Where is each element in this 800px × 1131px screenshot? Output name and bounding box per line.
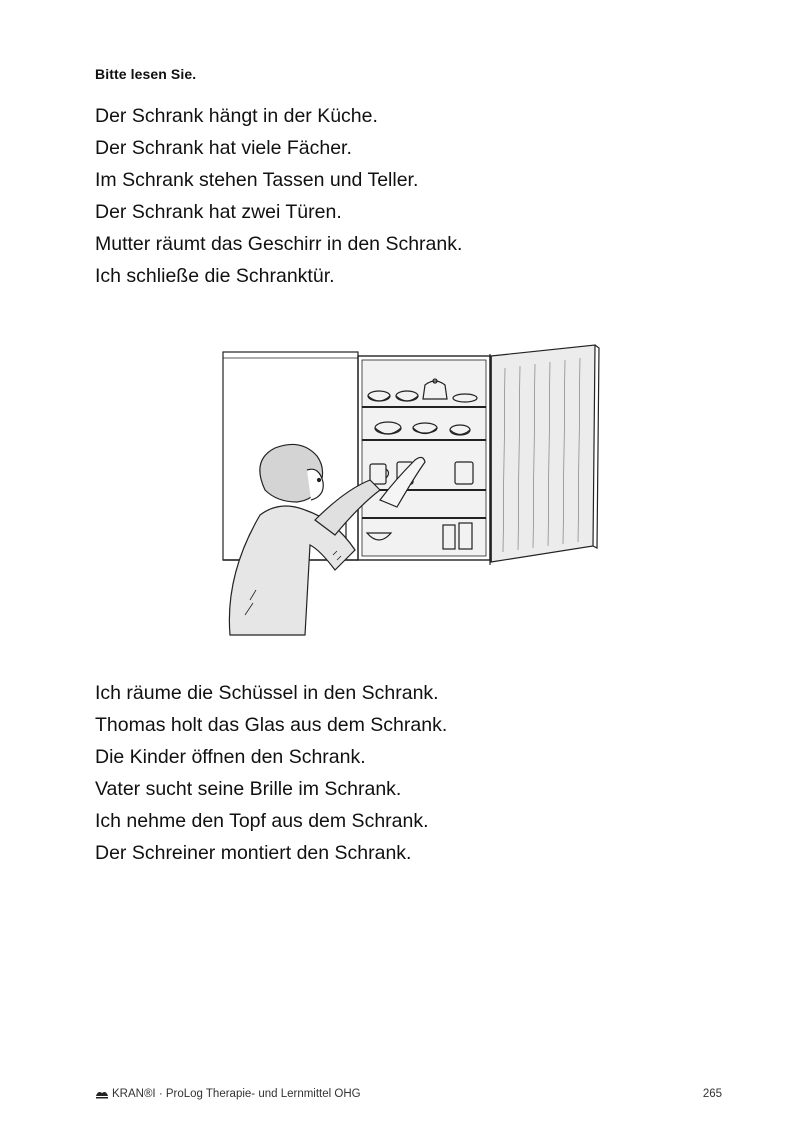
sentence: Im Schrank stehen Tassen und Teller. [95, 169, 419, 191]
cupboard-woman-illustration [215, 340, 605, 645]
sentence: Ich schließe die Schranktür. [95, 265, 335, 287]
sentence: Thomas holt das Glas aus dem Schrank. [95, 714, 448, 736]
page-footer [95, 1088, 722, 1106]
publisher-name: KRAN®I · ProLog Therapie- und Lernmittel OHG [112, 1088, 361, 1100]
sentence: Mutter räumt das Geschirr in den Schrank. [95, 233, 463, 255]
sentence: Vater sucht seine Brille im Schrank. [95, 778, 402, 800]
sentence: Der Schrank hat viele Fächer. [95, 137, 352, 159]
sentence-list-top [95, 100, 462, 292]
sentence: Der Schrank hängt in der Küche. [95, 105, 378, 127]
page-number: 265 [702, 1088, 722, 1100]
sentence: Der Schreiner montiert den Schrank. [95, 842, 412, 864]
instruction-heading: Bitte lesen Sie. [95, 66, 197, 82]
sentence: Ich nehme den Topf aus dem Schrank. [95, 810, 429, 832]
sentence: Ich räume die Schüssel in den Schrank. [95, 682, 439, 704]
sentence: Die Kinder öffnen den Schrank. [95, 746, 366, 768]
kranich-logo-icon [95, 1089, 109, 1099]
sentence: Der Schrank hat zwei Türen. [95, 201, 342, 223]
publisher-line [95, 1088, 361, 1100]
sentence-list-bottom [95, 677, 447, 869]
